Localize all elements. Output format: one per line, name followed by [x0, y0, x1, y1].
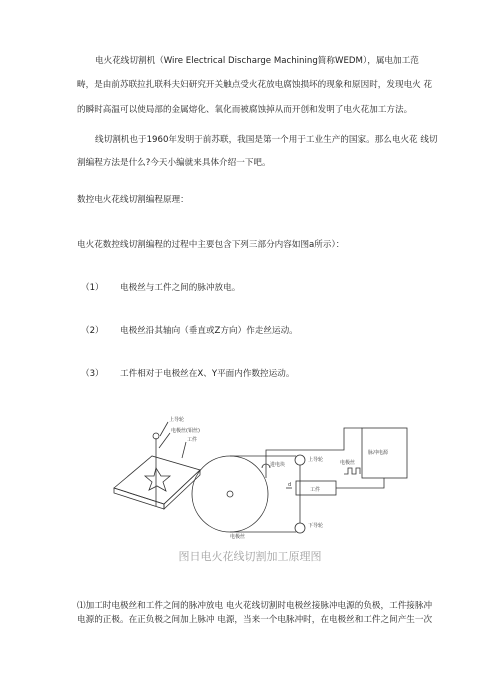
para2-line2: 割编程方法是什么?今天小编就来具体介绍一下吧。: [77, 158, 271, 168]
list-item-2-number: （2）: [81, 326, 104, 336]
label-pulse-power: 脉冲电源: [368, 450, 389, 456]
section-heading: 数控电火花线切割编程原理：: [77, 195, 189, 205]
label-wire-left: 电极丝(钼丝): [171, 428, 200, 434]
list-item-1-text: 电极丝与工件之间的脉冲放电。: [120, 283, 241, 293]
para2-line1: 线切割机也于1960年发明于前苏联，我国是第一个用于工业生产的国家。那么电火花 线切: [95, 135, 438, 145]
label-lower-guide: 下导轮: [308, 523, 324, 529]
label-upper-guide-left: 上导轮: [169, 417, 185, 423]
wedm-principle-diagram: [112, 408, 412, 540]
para1-line3: 的瞬时高温可以使局部的金属熔化、氧化而被腐蚀掉从而开创和发明了电火花加工方法。: [77, 105, 413, 115]
label-wire-bottom: 电极丝: [230, 534, 246, 540]
intro-line: 电火花数控线切割编程的过程中主要包含下列三部分内容如图a所示）：: [77, 240, 345, 250]
list-item-3-text: 工件相对于电极丝在X、Y平面内作数控运动。: [120, 369, 295, 379]
label-workpiece-right: 工件: [310, 487, 321, 493]
label-d: d: [288, 482, 292, 488]
list-item-2-text: 电极丝沿其轴向（垂直或Z方向）作走丝运动。: [120, 326, 298, 336]
label-wire-side: 电极丝: [340, 460, 356, 466]
upper-guide-wheel: [295, 455, 305, 465]
list-item-3-number: （3）: [81, 369, 104, 379]
figure-caption: 图日电火花线切割加工原理图: [178, 550, 322, 563]
list-item-1-number: （1）: [81, 283, 104, 293]
label-workpiece-left: 工件: [187, 437, 198, 443]
wire-drum: [192, 456, 268, 532]
para1-line2: 畴，是由前苏联拉扎联科夫妇研究开关触点受火花放电腐蚀损坏的现象和原因时，发现电火 花: [77, 80, 433, 90]
label-upper-guide-right: 上导轮: [308, 457, 324, 463]
bottom-para-line2: 电源的正极。在正负极之间加上脉冲 电源，当来一个电脉冲时，在电极丝和工件之间产生一次: [77, 615, 433, 625]
bottom-para-line1: ⑴加工时电极丝和工件之间的脉冲放电 电火花线切割时电极丝接脉冲电源的负极，工件接脉冲: [77, 601, 433, 611]
workpiece-plate-edge: [114, 488, 164, 509]
lower-guide-wheel: [295, 523, 305, 533]
star-cut-shape: [145, 468, 170, 491]
label-feed-contact: 进电块: [270, 462, 286, 468]
para1-line1: 电火花线切割机（Wire Electrical Discharge Machining简称WEDM），属电加工范: [95, 56, 419, 66]
